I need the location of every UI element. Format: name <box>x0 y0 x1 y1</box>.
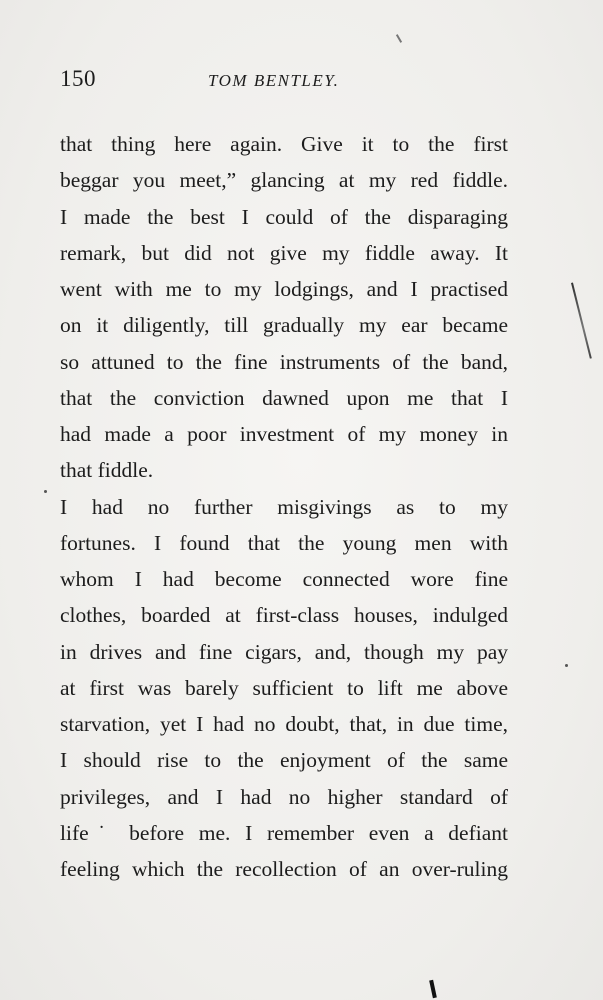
scan-speck <box>44 490 47 493</box>
paragraph-end-line: that fiddle. <box>60 458 154 483</box>
scan-mark <box>571 283 592 359</box>
text-line: had made a poor investment of my money in <box>60 422 508 446</box>
paragraph-start-line: I had no further misgivings as to my <box>60 494 508 519</box>
text-line: starvation, yet I had no doubt, that, in due time, <box>60 712 508 736</box>
text-line: I should rise to the enjoyment of the same <box>60 748 508 773</box>
scan-mark <box>396 34 402 43</box>
text-line: life˙ before me. I remember even a defiant <box>60 820 508 845</box>
scan-speck <box>565 664 568 667</box>
text-line: on it diligently, till gradually my ear became <box>60 313 508 338</box>
text-line: I made the best I could of the disparaging <box>60 204 508 229</box>
text-line: that thing here again. Give it to the first <box>60 132 508 156</box>
text-line: whom I had become connected wore fine <box>60 567 508 591</box>
running-title: TOM BENTLEY. <box>208 71 340 90</box>
text-line: feeling which the recollection of an over-ruling <box>60 857 508 881</box>
text-line: so attuned to the fine instruments of the band, <box>60 349 508 374</box>
text-line: clothes, boarded at first-class houses, indulged <box>60 603 508 628</box>
text-line: remark, but did not give my fiddle away. It <box>60 240 508 265</box>
text-line: fortunes. I found that the young men with <box>60 530 508 555</box>
scan-mark <box>429 980 437 998</box>
text-line: that the conviction dawned upon me that I <box>60 385 508 410</box>
text-line: at first was barely sufficient to lift me above <box>60 675 508 700</box>
page-header <box>60 66 515 96</box>
body-text <box>60 126 508 887</box>
page-number: 150 <box>60 66 96 91</box>
text-line: privileges, and I had no higher standard of <box>60 784 508 809</box>
text-line: beggar you meet,” glancing at my red fiddle. <box>60 168 508 193</box>
text-line: in drives and fine cigars, and, though my pay <box>60 639 508 664</box>
text-line: went with me to my lodgings, and I practised <box>60 277 508 301</box>
